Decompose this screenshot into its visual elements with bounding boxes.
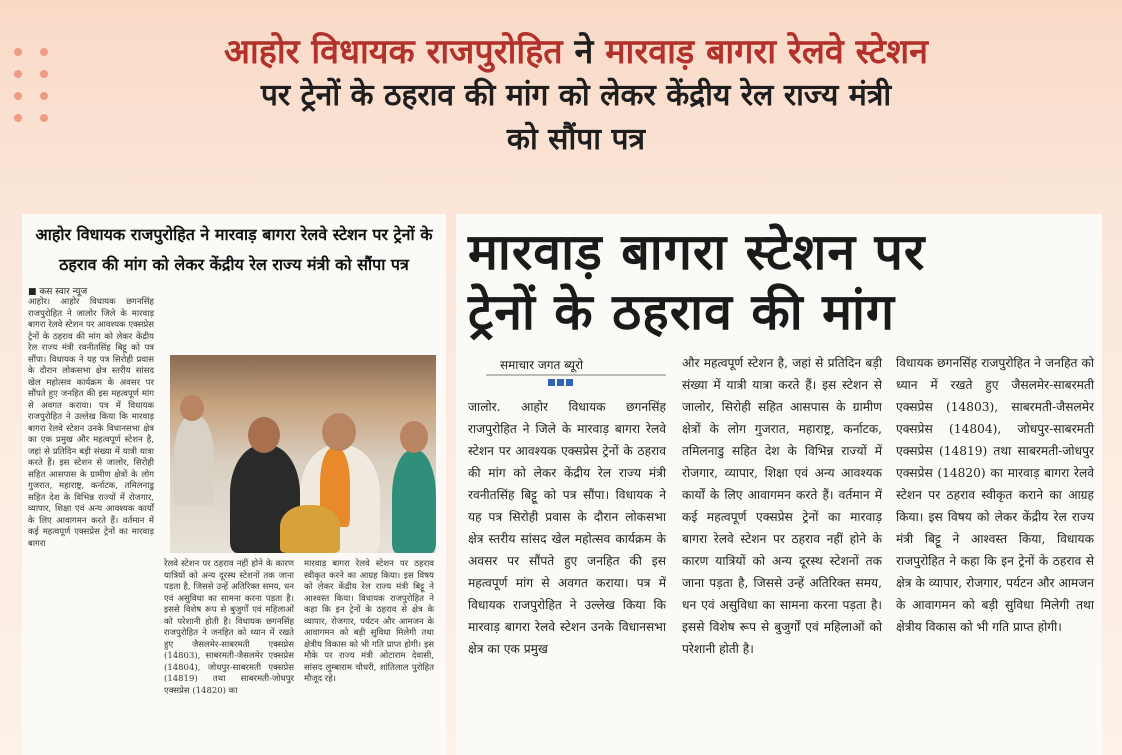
dot xyxy=(40,92,48,100)
dot xyxy=(14,92,22,100)
left-clip-column-3: मारवाड़ बागरा रेलवे स्टेशन पर ठहराव स्वीकृत करने का आग्रह किया। इस विषय को लेकर केंद्रीय रेल राज्य मंत्री बिट्टू ने आश्वस्त किया। विधायक राजपुरोहित ने कहा कि इन ट्रेनों के ठहराव से क्षेत्र के व्यापार, रोजगार, पर्यटन और आमजन के आवागमन को बड़ी सुविधा मिलेगी तथा क्षेत्रीय विकास को भी गति प्राप्त होगी। इस मौके पर राज्य मंत्री ओटाराम देवासी, सांसद लुम्बाराम चौधरी, शांतिलाल पुरोहित मौजूद रहे। xyxy=(304,559,434,684)
news-desk-byline: समाचार जगत ब्यूरो xyxy=(500,358,584,372)
page-headline xyxy=(70,30,1082,162)
ornament-square xyxy=(548,379,555,386)
dot xyxy=(40,70,48,78)
right-clip-headline xyxy=(456,214,1102,342)
right-newspaper-clipping xyxy=(456,214,1102,755)
photo-head xyxy=(400,421,428,453)
headline-line-1 xyxy=(70,30,1082,74)
right-clip-headline-line-1: मारवाड़ बागरा स्टेशन पर xyxy=(468,223,926,281)
ornament-square xyxy=(557,379,564,386)
left-clip-byline: ■ कस स्वार न्यूज xyxy=(28,287,88,297)
photo-person xyxy=(392,450,436,553)
headline-red-part-b: मारवाड़ बागरा रेलवे स्टेशन xyxy=(605,32,928,72)
headline-line-3: को सौंपा पत्र xyxy=(506,122,646,157)
dot xyxy=(40,114,48,122)
photo-person xyxy=(174,415,214,505)
dot xyxy=(14,114,22,122)
right-clip-headline-line-2: ट्रेनों के ठहराव की मांग xyxy=(468,283,896,341)
byline-rule xyxy=(486,374,666,376)
headline-red-part-a: आहोर विधायक राजपुरोहित xyxy=(224,32,563,72)
headline-line-2: पर ट्रेनों के ठहराव की मांग को लेकर केंद्रीय रेल राज्य मंत्री xyxy=(260,78,892,113)
right-clip-column-1: जालोर. आहोर विधायक छगनसिंह राजपुरोहित ने जिले के मारवाड़ बागरा रेलवे स्टेशन पर आवश्यक एक्सप्रेस ट्रेनों के ठहराव की मांग को लेकर केंद्रीय रेल राज्य मंत्री रवनीतसिंह बिट्टू को पत्र सौंपा। विधायक ने यह पत्र सिरोही प्रवास के दौरान लोकसभा क्षेत्र स्तरीय सांसद खेल महोत्सव कार्यक्रम के अवसर पर सौंपते हुए जनहित की इस महत्वपूर्ण मांग से अवगत कराया। पत्र में विधायक राजपुरोहित ने उल्लेख किया कि मारवाड़ बागरा रेलवे स्टेशन उनके विधानसभा क्षेत्र का एक प्रमुख xyxy=(468,400,666,656)
photo-head xyxy=(180,395,204,421)
left-newspaper-clipping xyxy=(22,214,446,755)
left-clip-headline: आहोर विधायक राजपुरोहित ने मारवाड़ बागरा रेलवे स्टेशन पर ट्रेनों के ठहराव की मांग को लेकर केंद्रीय रेल राज्य मंत्री को सौंपा पत्र xyxy=(35,225,433,274)
photo-person xyxy=(280,505,340,553)
news-photo xyxy=(170,355,436,553)
left-clip-column-1: आहोर। आहोर विधायक छगनसिंह राजपुरोहित ने जालोर जिले के मारवाड़ बागरा रेलवे स्टेशन पर आवश्यक एक्सप्रेस ट्रेनों के ठहराव की मांग को लेकर केंद्रीय रेल राज्य मंत्री रवनीतसिंह बिट्टू को पत्र सौंपा। विधायक ने यह पत्र सिरोही प्रवास के दौरान लोकसभा क्षेत्र स्तरीय सांसद खेल महोत्सव कार्यक्रम के अवसर पर सौंपते हुए जनहित की इस महत्वपूर्ण मांग से अवगत कराया। पत्र में विधायक राजपुरोहित ने उल्लेख किया कि मारवाड़ बागरा रेलवे स्टेशन उनके विधानसभा क्षेत्र का एक प्रमुख और महत्वपूर्ण स्टेशन है, जहां से प्रतिदिन बड़ी संख्या में यात्री यात्रा करते हैं। इस स्टेशन से जालोर, सिरोही सहित आसपास के ग्रामीण क्षेत्रों के लोग गुजरात, महाराष्ट्र, कर्नाटक, तमिलनाडु सहित देश के विभिन्न राज्यों में रोजगार, व्यापार, शिक्षा एवं अन्य आवश्यक कार्यों के लिए आवागमन करते हैं। वर्तमान में कई महत्वपूर्ण एक्सप्रेस ट्रेनों का मारवाड़ बागरा xyxy=(28,297,154,549)
left-clip-column-2: रेलवे स्टेशन पर ठहराव नहीं होने के कारण यात्रियों को अन्य दूरस्थ स्टेशनों तक जाना पड़ता है, जिससे उन्हें अतिरिक्त समय, धन एवं असुविधा का सामना करना पड़ता है। इससे विशेष रूप से बुजुर्गों एवं महिलाओं को परेशानी होती है। विधायक छगनसिंह राजपुरोहित ने जनहित को ध्यान में रखते हुए जैसलमेर-साबरमती एक्सप्रेस (14803), साबरमती-जैसलमेर एक्सप्रेस (14804), जोधपुर-साबरमती एक्सप्रेस (14819) तथा साबरमती-जोधपुर एक्सप्रेस (14820) का xyxy=(164,559,294,696)
right-clip-column-3: विधायक छगनसिंह राजपुरोहित ने जनहित को ध्यान में रखते हुए जैसलमेर-साबरमती एक्सप्रेस (14803), साबरमती-जैसलमेर एक्सप्रेस (14804), जोधपुर-साबरमती एक्सप्रेस (14819) तथा साबरमती-जोधपुर एक्सप्रेस (14820) का मारवाड़ बागरा रेलवे स्टेशन पर ठहराव स्वीकृत कराने का आग्रह किया। इस विषय को लेकर केंद्रीय रेल राज्य मंत्री बिट्टू ने आश्वस्त किया, विधायक राजपुरोहित ने कहा कि इन ट्रेनों के ठहराव से क्षेत्र के व्यापार, रोजगार, पर्यटन और आमजन के आवागमन को बड़ी सुविधा मिलेगी तथा क्षेत्रीय विकास को भी गति प्राप्त होगी। xyxy=(896,356,1094,634)
headline-black-part: ने xyxy=(562,32,606,72)
byline-ornament xyxy=(548,379,573,386)
ornament-square xyxy=(566,379,573,386)
dot xyxy=(40,48,48,56)
dot xyxy=(14,48,22,56)
left-clip-body xyxy=(22,297,446,717)
photo-head xyxy=(322,413,356,451)
photo-head xyxy=(248,417,280,453)
right-clip-column-2: और महत्वपूर्ण स्टेशन है, जहां से प्रतिदिन बड़ी संख्या में यात्री यात्रा करते हैं। इस स्टेशन से जालोर, सिरोही सहित आसपास के ग्रामीण क्षेत्रों के लोग गुजरात, महाराष्ट्र, कर्नाटक, तमिलनाडु सहित देश के विभिन्न राज्यों में रोजगार, व्यापार, शिक्षा एवं अन्य आवश्यक कार्यों के लिए आवागमन करते हैं। वर्तमान में कई महत्वपूर्ण एक्सप्रेस ट्रेनों का मारवाड़ बागरा रेलवे स्टेशन पर ठहराव नहीं होने के कारण यात्रियों को अन्य दूरस्थ स्टेशनों तक जाना पड़ता है, जिससे उन्हें अतिरिक्त समय, धन एवं असुविधा का सामना करना पड़ता है। इससे विशेष रूप से बुजुर्गों एवं महिलाओं को परेशानी होती है। xyxy=(682,356,882,656)
dot xyxy=(14,70,22,78)
decorative-dots xyxy=(14,48,54,148)
